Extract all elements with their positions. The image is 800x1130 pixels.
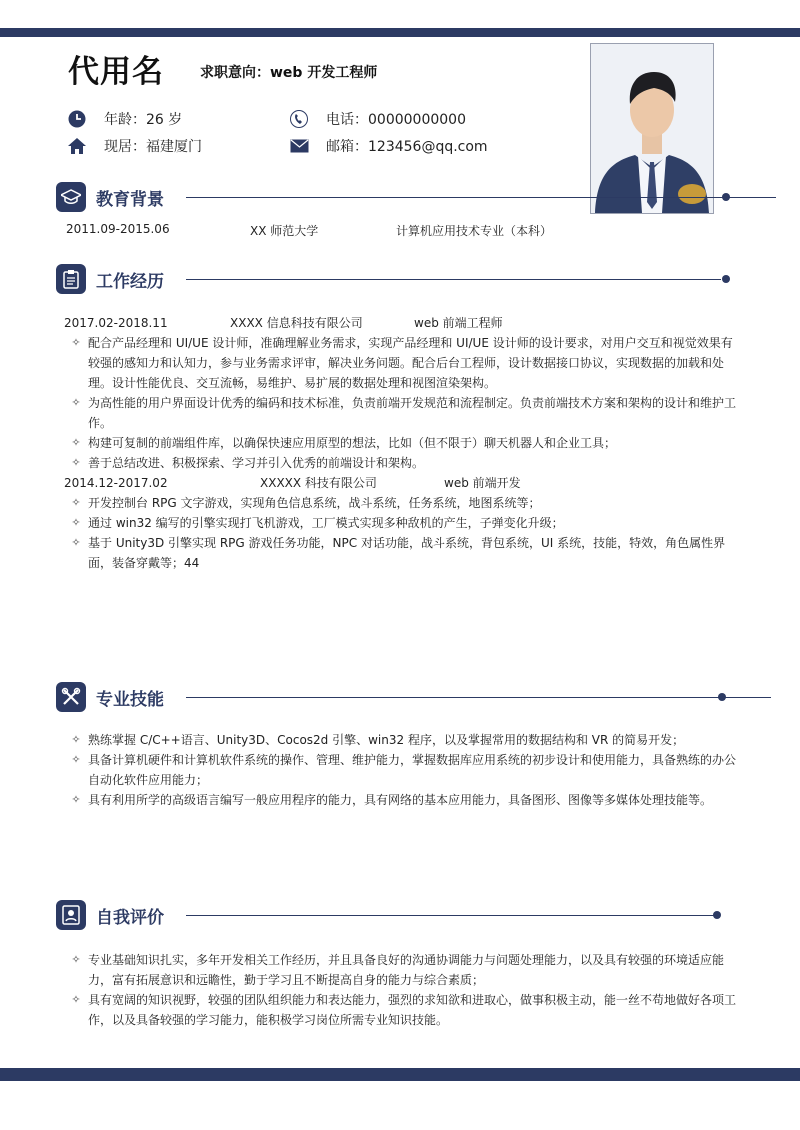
job-role: web 前端工程师 (414, 316, 503, 330)
phone-text: 电话：00000000000 (326, 112, 466, 128)
list-item: ✧ 专业基础知识扎实，多年开发相关工作经历，并且具备良好的沟通协调能力与问题处理能力，以及具有较强的环境适应能力，富有拓展意识和远瞻性，勤于学习且不断提高自身的能力与综合素质； (71, 953, 725, 987)
skills-header (56, 682, 736, 712)
job-company: XXXXX 科技有限公司 (260, 476, 377, 490)
job-header (64, 313, 740, 333)
job-period: 2014.12-2017.02 (64, 476, 168, 490)
clipboard-icon (56, 264, 86, 294)
email-info (288, 136, 488, 156)
location-info (66, 136, 202, 156)
work-header (56, 264, 736, 294)
skills-title: 专业技能 (96, 690, 164, 710)
skills-divider-dot (718, 693, 726, 701)
skills-list (64, 730, 740, 810)
id-card-icon (56, 900, 86, 930)
list-item: ✧ 基于 Unity3D 引擎实现 RPG 游戏任务功能，NPC 对话功能，战斗系统，背包系统，UI 系统，技能，特效，角色属性界面，装备穿戴等；44 (71, 536, 726, 570)
education-divider (186, 197, 776, 198)
job-company: XXXX 信息科技有限公司 (230, 316, 363, 330)
graduation-cap-icon (56, 182, 86, 212)
self-eval-divider-dot (713, 911, 721, 919)
work-divider (186, 279, 721, 280)
list-item: ✧ 配合产品经理和 UI/UE 设计师，准确理解业务需求，实现产品经理和 UI/UE 设计师的设计要求，对用户交互和视觉效果有较强的感知力和认知力，参与业务需求评审，解决业务问题。配合后台工程师，设计数据接口协议，实现数据的加载和处理。设计性能优良、交互流畅，易维护、易扩展的数据处理和视图渲染架构。 (71, 336, 733, 390)
age-text: 年龄：26 岁 (104, 112, 183, 128)
list-item: ✧ 通过 win32 编写的引擎实现打飞机游戏，工厂模式实现多种敌机的产生，子弹变化升级； (71, 516, 564, 530)
work-divider-dot (722, 275, 730, 283)
education-divider-dot (722, 193, 730, 201)
list-item: ✧ 具有利用所学的高级语言编写一般应用程序的能力，具有网络的基本应用能力，具备图形、图像等多媒体处理技能等。 (71, 793, 713, 807)
education-school: XX 师范大学 (250, 224, 319, 238)
education-major: 计算机应用技术专业（本科） (396, 224, 553, 238)
education-row (66, 222, 706, 240)
job-intent: 求职意向：web 开发工程师 (200, 65, 378, 81)
phone-info (288, 109, 466, 129)
list-item: ✧ 具备计算机硬件和计算机软件系统的操作、管理、维护能力，掌握数据库应用系统的初步设计和使用能力，具备熟练的办公自动化软件应用能力； (71, 753, 737, 787)
self-eval-title: 自我评价 (96, 908, 164, 928)
phone-icon (288, 109, 310, 129)
location-text: 现居：福建厦门 (104, 139, 202, 155)
education-title: 教育背景 (96, 190, 164, 210)
list-item: ✧ 为高性能的用户界面设计优秀的编码和技术标准，负责前端开发规范和流程制定。负责前端技术方案和架构的设计和维护工作。 (71, 396, 737, 430)
self-eval-divider (186, 915, 716, 916)
list-item: ✧ 具有宽阔的知识视野，较强的团队组织能力和表达能力，强烈的求知欲和进取心，做事积极主动，能一丝不苟地做好各项工作，以及具备较强的学习能力，能积极学习岗位所需专业知识技能。 (71, 993, 737, 1027)
education-period: 2011.09-2015.06 (66, 222, 170, 236)
education-header (56, 182, 736, 212)
work-experience (64, 313, 740, 573)
home-icon (66, 136, 88, 156)
candidate-name: 代用名 (68, 54, 164, 90)
top-band (0, 28, 800, 37)
clock-icon (66, 109, 88, 129)
job-header (64, 473, 740, 493)
list-item: ✧ 善于总结改进、积极探索、学习并引入优秀的前端设计和架构。 (71, 456, 425, 470)
email-text: 邮箱：123456@qq.com (326, 139, 488, 155)
bottom-band (0, 1068, 800, 1081)
self-eval-list (64, 950, 740, 1030)
self-eval-header (56, 900, 736, 930)
list-item: ✧ 构建可复制的前端组件库，以确保快速应用原型的想法，比如（但不限于）聊天机器人和企业工具； (71, 436, 617, 450)
age-info (66, 109, 182, 129)
tools-icon (56, 682, 86, 712)
list-item: ✧ 熟练掌握 C/C++语言、Unity3D、Cocos2d 引擎、win32 程序，以及掌握常用的数据结构和 VR 的简易开发； (71, 733, 685, 747)
mail-icon (288, 136, 310, 156)
skills-divider (186, 697, 771, 698)
job-period: 2017.02-2018.11 (64, 316, 168, 330)
list-item: ✧ 开发控制台 RPG 文字游戏，实现角色信息系统，战斗系统，任务系统，地图系统等； (71, 496, 541, 510)
job-role: web 前端开发 (444, 476, 521, 490)
work-title: 工作经历 (96, 272, 164, 292)
